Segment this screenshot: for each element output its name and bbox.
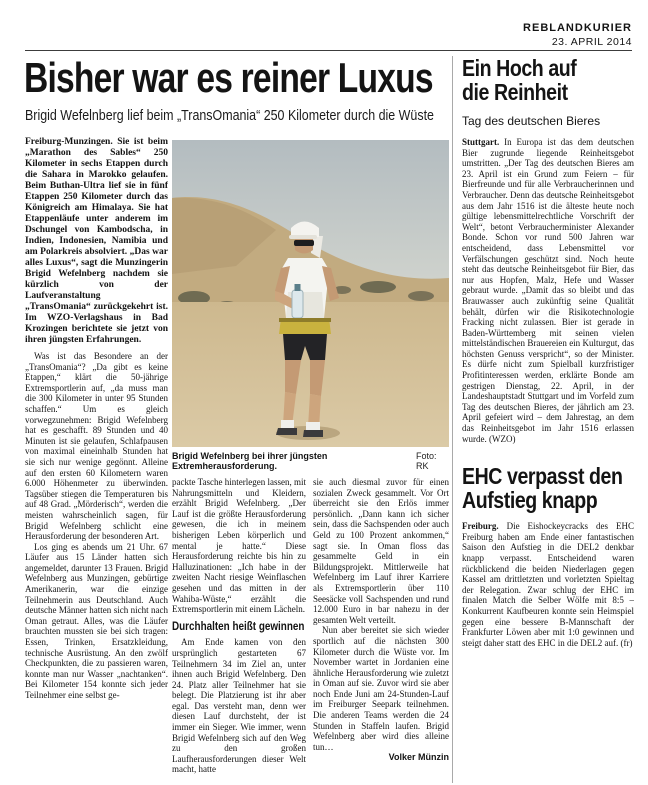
- beer-headline: [462, 56, 608, 104]
- ehc-article: [462, 464, 634, 648]
- beer-headline-line1: Ein Hoch auf: [462, 56, 577, 81]
- runner-cap-brim: [289, 235, 317, 239]
- desert-runner-photo: [172, 140, 449, 447]
- main-article-column-2: [172, 477, 306, 785]
- body-paragraph: Nun aber bereitet sie sich wieder sportlich auf die nächsten 300 Kilometer durch die Wüste vor. Im November wartet in Jordanien eine ähnliche Herausforderung wie zuletzt in Oman auf sie. Zuvor wird sie aber noch Ende Juni am 24-Stunden-Lauf im Freiburger Seepark teilnehmen. Die anderen Teams werden die 24 Stunden in Staffeln laufen. Brigid Wefelnberg aber wird dies alleine tun…: [313, 625, 449, 752]
- author-byline: Volker Münzin: [388, 752, 449, 763]
- runner-left-gaiter: [281, 420, 294, 428]
- ehc-headline-line2: Aufstieg knapp: [462, 487, 598, 514]
- photo-caption-row: [172, 451, 449, 471]
- main-article-column-1: [25, 137, 168, 785]
- ehc-body-text: Die Eishockeycracks des EHC Freiburg haben am Ende einer fantastischen Saison den Aufstieg in die DEL2 denkbar knapp verpasst. Entscheidend waren rückblickend die beiden Niederlagen gegen Kassel am drittletzten und vorletzten Spieltag der Relegation. Zwar schlug der EHC im finalen Match die Selber Wölfe mit 8:5 – Konkurrent Kaufbeuren konnte sein Heimspiel gegen eine bessere B-Mannschaft der Frankfurter Löwen aber mit 1:0 gewinnen und steigt daher statt des EHC in die DEL2 auf. (fr): [462, 521, 634, 648]
- issue-date: 23. APRIL 2014: [551, 36, 632, 48]
- runner-sunglasses: [294, 240, 314, 246]
- water-bottle: [292, 290, 303, 318]
- body-paragraph: Am Ende kamen von den ursprünglich gestarteten 67 Teilnehmern 34 im Ziel an, unter ihnen auch Brigid Wefelnberg. Den 24. Platz aller Teilnehmer hat sie belegt. Die Platzierung ist ihr aber egal. Das versteht man, denn wer diesen Lauf durchsteht, der ist immer ein Sieger. Wie immer, wenn Brigid Wefelnberg sich auf den Weg zu den großen Laufherausforderungen dieser Welt macht, hatte: [172, 637, 306, 775]
- newspaper-name: REBLANDKURIER: [523, 22, 632, 34]
- beer-article: [462, 56, 634, 444]
- beer-headline-line2: die Reinheit: [462, 79, 568, 105]
- beer-body: [462, 137, 634, 444]
- column-divider: [452, 56, 453, 783]
- ehc-body: [462, 521, 634, 648]
- masthead: [523, 22, 632, 48]
- runner-right-shoe: [303, 430, 323, 437]
- ehc-dateline: Freiburg.: [462, 521, 499, 532]
- main-article-column-3: [313, 477, 449, 785]
- ehc-headline: [462, 463, 623, 514]
- photo-shrub: [360, 281, 396, 293]
- runner-pack-strap: [279, 318, 331, 322]
- photo-caption: Brigid Wefelnberg bei ihrer jüngsten Extremherausforderung.: [172, 451, 328, 471]
- body-paragraph: sie auch diesmal zuvor für einen sozialen Zweck gesammelt. Vor Ort überreicht sie den Erlös immer persönlich. „Dann kann ich sicher sein, dass die Sachspenden oder auch Geld zu 100 Prozent ankommen,“ sagt sie. In Oman floss das gesammelte Geld in ein Bildungsprojekt. Mittlerweile hat Wefelnberg im Lauf ihrer Karriere als Extremsportlerin über 110 Seesäcke voll Sachspenden und rund 12.000 Euro in bar nahezu in der gesamten Welt verteilt.: [313, 477, 449, 625]
- beer-dateline: Stuttgart.: [462, 137, 500, 147]
- photo-shrub: [408, 291, 434, 301]
- body-paragraph: Los ging es abends um 21 Uhr. 67 Läufer aus 15 Länder hatten sich angemeldet, darunter 13 Frauen. Brigid Wefelnberg aus Munzingen, gebürtige Amerikanerin, war die einzige Teilnehmerin aus Deutschland. Auch deutsche Männer hatten sich nicht nach Oman getraut. Alles, was die Läufer brauchten mussten sie bei sich tragen: Essen, Trinken, Ersatzkleidung, technische Ausrüstung. An den zwölf Checkpunkten, die zu passieren waren, konnte man nur Wasser „nachtanken“. Bei Kilometer 154 konnte sich jeder Teilnehmer eine selbst ge-: [25, 541, 168, 700]
- main-headline: Bisher war es reiner Luxus: [24, 54, 433, 101]
- article-photo: [172, 140, 449, 447]
- ehc-headline-line1: EHC verpasst den: [462, 463, 623, 490]
- runner-left-shoe: [276, 428, 297, 435]
- water-bottle-cap: [295, 284, 301, 291]
- main-subhead: Brigid Wefelnberg lief beim „TransOmania“ 250 Kilometer durch die Wüste: [25, 107, 434, 124]
- lead-paragraph: Freiburg-Munzingen. Sie ist beim „Marathon des Sables“ 250 Kilometer in sechs Etappen durch die Sahara in Marokko gelaufen. Beim Buthan-Ultra lief sie in fünf Etappen 250 Kilometer durch das Königreich am Himalaya. Sie hat Etappenläufe unter anderem im Dschungel von Kambodscha, in Indien, Indonesien, Namibia und am Polarkreis absolviert. „Das war alles Luxus“, sagt die Munzingerin Brigid Wefelnberg nachdem sie kürzlich von der Laufveranstaltung „TransOmania“ zurückgekehrt ist. Im WZO-Verlagshaus in Bad Krozingen berichtete sie jetzt von ihren jüngsten Erfahrungen.: [25, 137, 168, 345]
- crosshead: Durchhalten heißt gewinnen: [172, 620, 305, 633]
- body-paragraph: packte Tasche hinterlegen lassen, mit Nahrungsmitteln und Kleidern, erzählt Brigid Wefelnberg. „Der Lauf ist die größte Herausforderung gewesen, die ich in meinem bisherigen Leben körperlich und mental je hatte.“ Diese Herausforderung reichte bis hin zu Halluzinationen: „Ich habe in der zweiten Nacht riesige Weinflaschen gesehen und das mitten in der Wahiba-Wüste,“ erzählt die Extremsportlerin mit einem Lächeln.: [172, 477, 306, 615]
- beer-body-text: In Europa ist das dem deutschen Bier zugrunde liegende Reinheitsgebot umstritten. „Der Tag des deutschen Bieres am 23. April ist ein Grund zum Feiern – für Bierfreunde und für alle Verbraucherinnen und Verbraucher. Denn das deutsche Reinheitsgebot aus dem Jahr 1516 ist die älteste heute noch gültige lebensmittelrechtliche Vorschrift der Welt“, betont Verbraucherminister Alexander Bonde. Schon vor rund 500 Jahren war entscheidend, dass Lebensmittel vor Verfälschungen geschützt sind. Noch heute steht das deutsche Reinheitsgebot für Bier, das nur aus Hopfen, Malz, Hefe und Wasser gebraut wurde. „Damit das so bleibt und das Brauwasser auch zukünftig seine Qualität behält, dürfen wir die Risikotechnologie Fracking nicht zulassen. Bier ist gerade in Baden-Württemberg mit seinen vielen mittelständischen Brauereien ein Kulturgut, das höchsten Genuss verspricht“, so der Minister. Es dürfe nicht zum Spielball kurzfristiger Profitinteressen werden, erklärte Bonde am gestrigen Dienstag, 22. April, in der Landeshauptstadt Stuttgart und im Vorfeld zum Tag des deutschen Bieres, der jährlich am 23. April gefeiert wird – dem Jahrestag, an dem das Reinheitsgebot im Jahr 1516 erlassen wurde. (WZO): [462, 137, 634, 444]
- right-column: [462, 56, 634, 785]
- body-paragraph: Was ist das Besondere an der „TransOmania“? „Da gibt es keine Etappen,“ klärt die 50-jährige Extremsportlerin auf, „da muss man die 300 Kilometer in unter 95 Stunden schaffen.“ Um es gleich vorwegzunehmen: Brigid Wefelnberg hat es geschafft. 89 Stunden und 40 Minuten ist sie gelaufen, Schlafpausen von maximal eineinhalb Stunden hat sie sich nur wenige gegönnt. Alleine auf den ersten 60 Kilometern waren 6.000 Höhenmeter zu überwinden. Tagsüber stiegen die Temperaturen bis auf 48 Grad. „Mörderisch“, werden die meisten wahrscheinlich sagen, für Brigid Wefelnberg schlicht eine Herausforderung der besonderen Art.: [25, 351, 168, 542]
- header-divider: [25, 50, 632, 51]
- beer-subhead: Tag des deutschen Bieres: [462, 114, 601, 128]
- photo-credit: Foto: RK: [416, 451, 437, 471]
- runner-right-gaiter: [306, 422, 320, 430]
